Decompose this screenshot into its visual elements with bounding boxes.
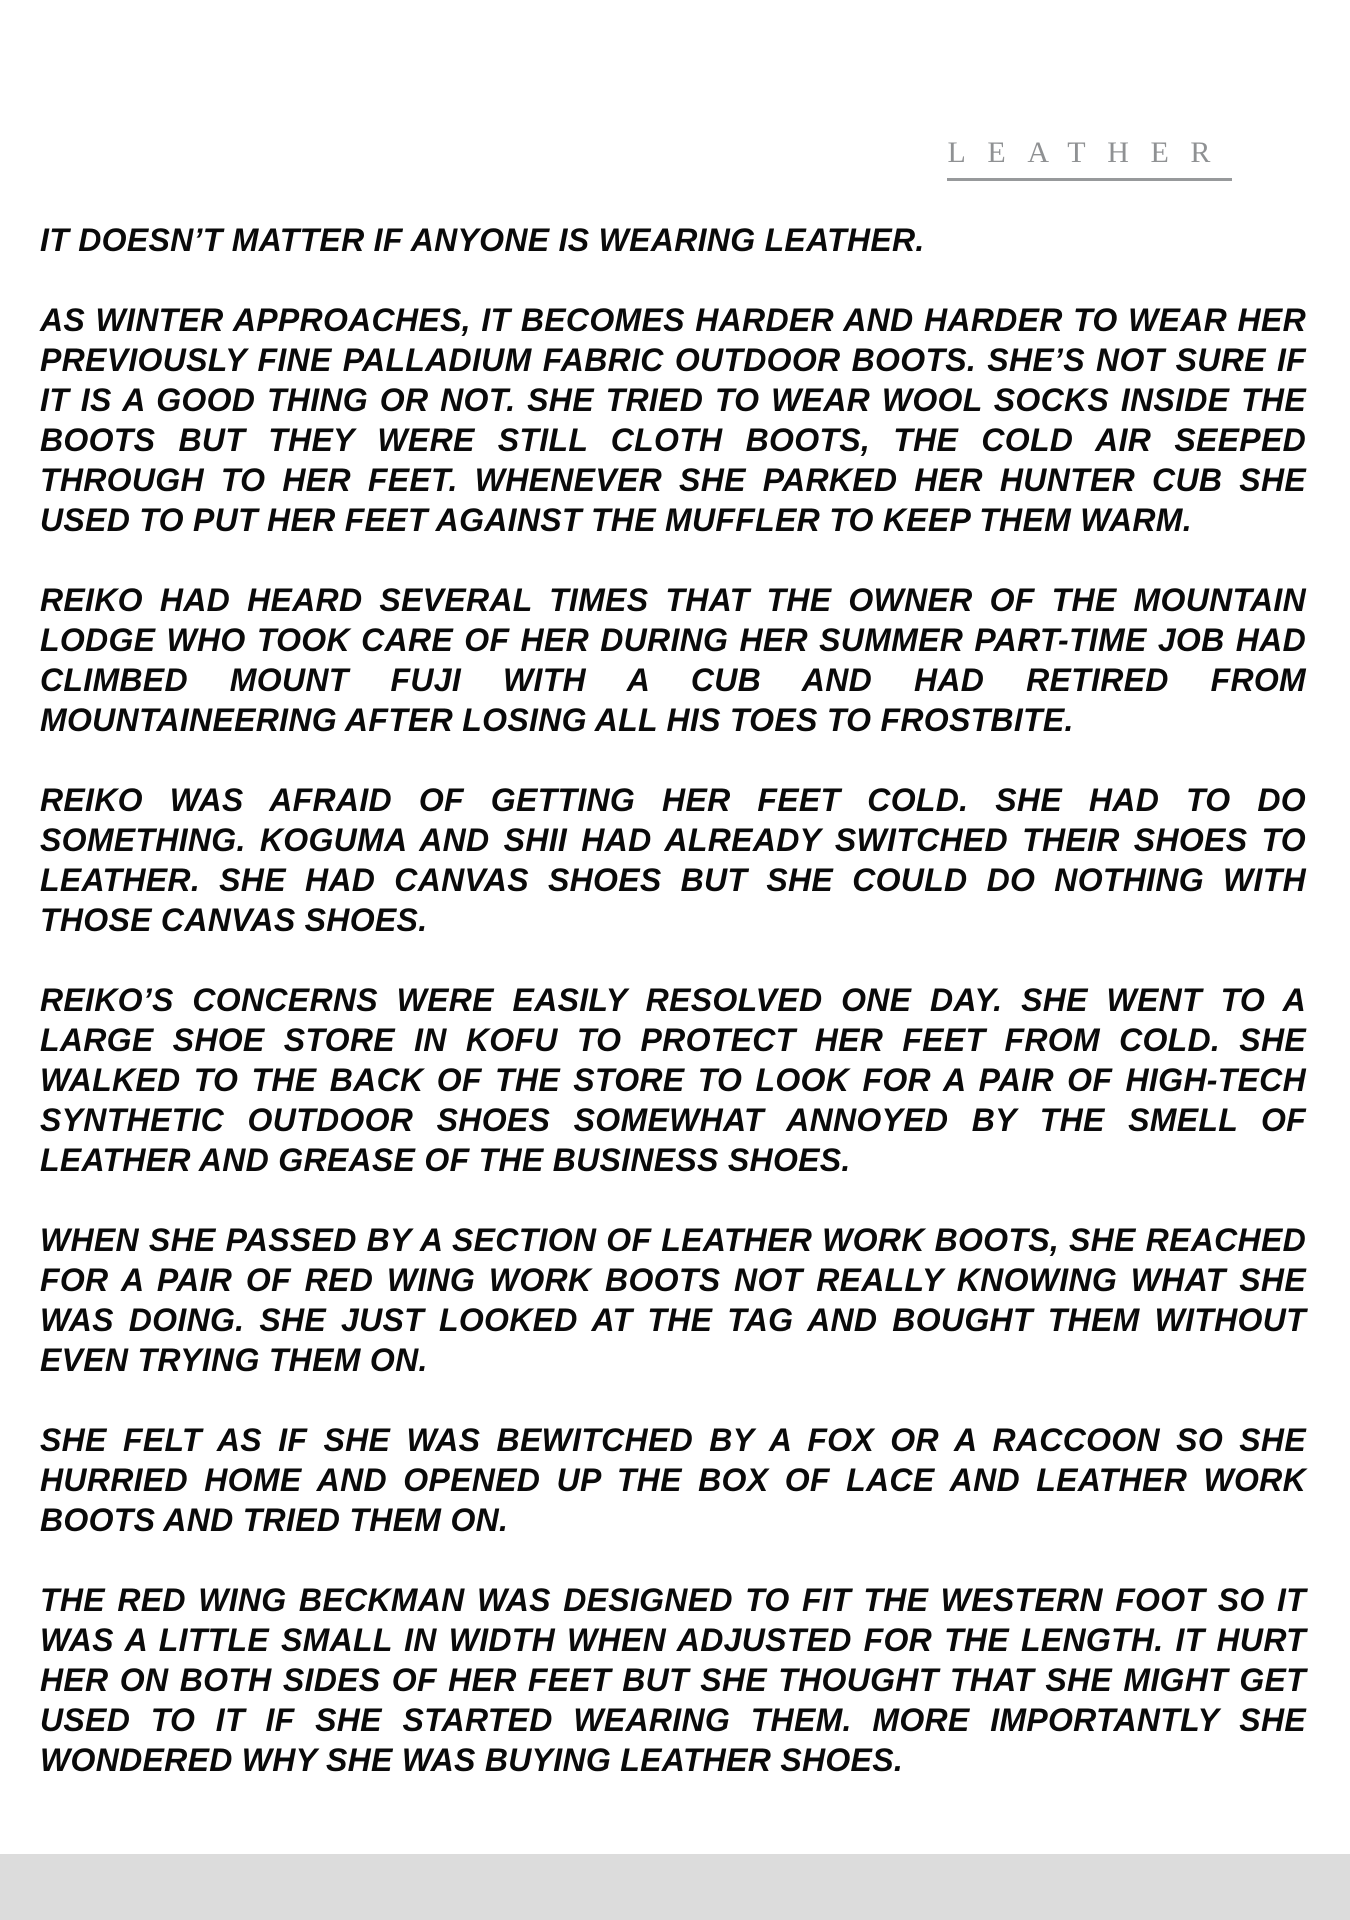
paragraph: REIKO WAS AFRAID OF GETTING HER FEET COLD. SHE HAD TO DO SOMETHING. KOGUMA AND SHII HAD ALREADY SWITCHED THEIR SHOES TO LEATHER. SHE HAD CANVAS SHOES BUT SHE COULD DO NOTHING WITH THOSE CANVAS SHOES. [40, 782, 1306, 938]
paragraph: THE RED WING BECKMAN WAS DESIGNED TO FIT THE WESTERN FOOT SO IT WAS A LITTLE SMALL IN WIDTH WHEN ADJUSTED FOR THE LENGTH. IT HURT HER ON BOTH SIDES OF HER FEET BUT SHE THOUGHT THAT SHE MIGHT GET USED TO IT IF SHE STARTED WEARING THEM. MORE IMPORTANTLY SHE WONDERED WHY SHE WAS BUYING LEATHER SHOES. [40, 1582, 1306, 1778]
paragraph: AS WINTER APPROACHES, IT BECOMES HARDER AND HARDER TO WEAR HER PREVIOUSLY FINE PALLADIUM FABRIC OUTDOOR BOOTS. SHE’S NOT SURE IF IT IS A GOOD THING OR NOT. SHE TRIED TO WEAR WOOL SOCKS INSIDE THE BOOTS BUT THEY WERE STILL CLOTH BOOTS, THE COLD AIR SEEPED THROUGH TO HER FEET. WHENEVER SHE PARKED HER HUNTER CUB SHE USED TO PUT HER FEET AGAINST THE MUFFLER TO KEEP THEM WARM. [40, 302, 1306, 538]
paragraph: WHEN SHE PASSED BY A SECTION OF LEATHER WORK BOOTS, SHE REACHED FOR A PAIR OF RED WING WORK BOOTS NOT REALLY KNOWING WHAT SHE WAS DOING. SHE JUST LOOKED AT THE TAG AND BOUGHT THEM WITHOUT EVEN TRYING THEM ON. [40, 1222, 1306, 1378]
paragraph: IT DOESN’T MATTER IF ANYONE IS WEARING LEATHER. [40, 222, 925, 258]
article [40, 220, 1306, 1820]
page-title: LEATHER [947, 136, 1232, 181]
paragraph: REIKO HAD HEARD SEVERAL TIMES THAT THE OWNER OF THE MOUNTAIN LODGE WHO TOOK CARE OF HER DURING HER SUMMER PART-TIME JOB HAD CLIMBED MOUNT FUJI WITH A CUB AND HAD RETIRED FROM MOUNTAINEERING AFTER LOSING ALL HIS TOES TO FROSTBITE. [40, 582, 1306, 738]
paragraph: SHE FELT AS IF SHE WAS BEWITCHED BY A FOX OR A RACCOON SO SHE HURRIED HOME AND OPENED UP THE BOX OF LACE AND LEATHER WORK BOOTS AND TRIED THEM ON. [40, 1422, 1306, 1538]
paragraph: REIKO’S CONCERNS WERE EASILY RESOLVED ONE DAY. SHE WENT TO A LARGE SHOE STORE IN KOFU TO PROTECT HER FEET FROM COLD. SHE WALKED TO THE BACK OF THE STORE TO LOOK FOR A PAIR OF HIGH-TECH SYNTHETIC OUTDOOR SHOES SOMEWHAT ANNOYED BY THE SMELL OF LEATHER AND GREASE OF THE BUSINESS SHOES. [40, 982, 1306, 1178]
footer-bar [0, 1854, 1350, 1920]
